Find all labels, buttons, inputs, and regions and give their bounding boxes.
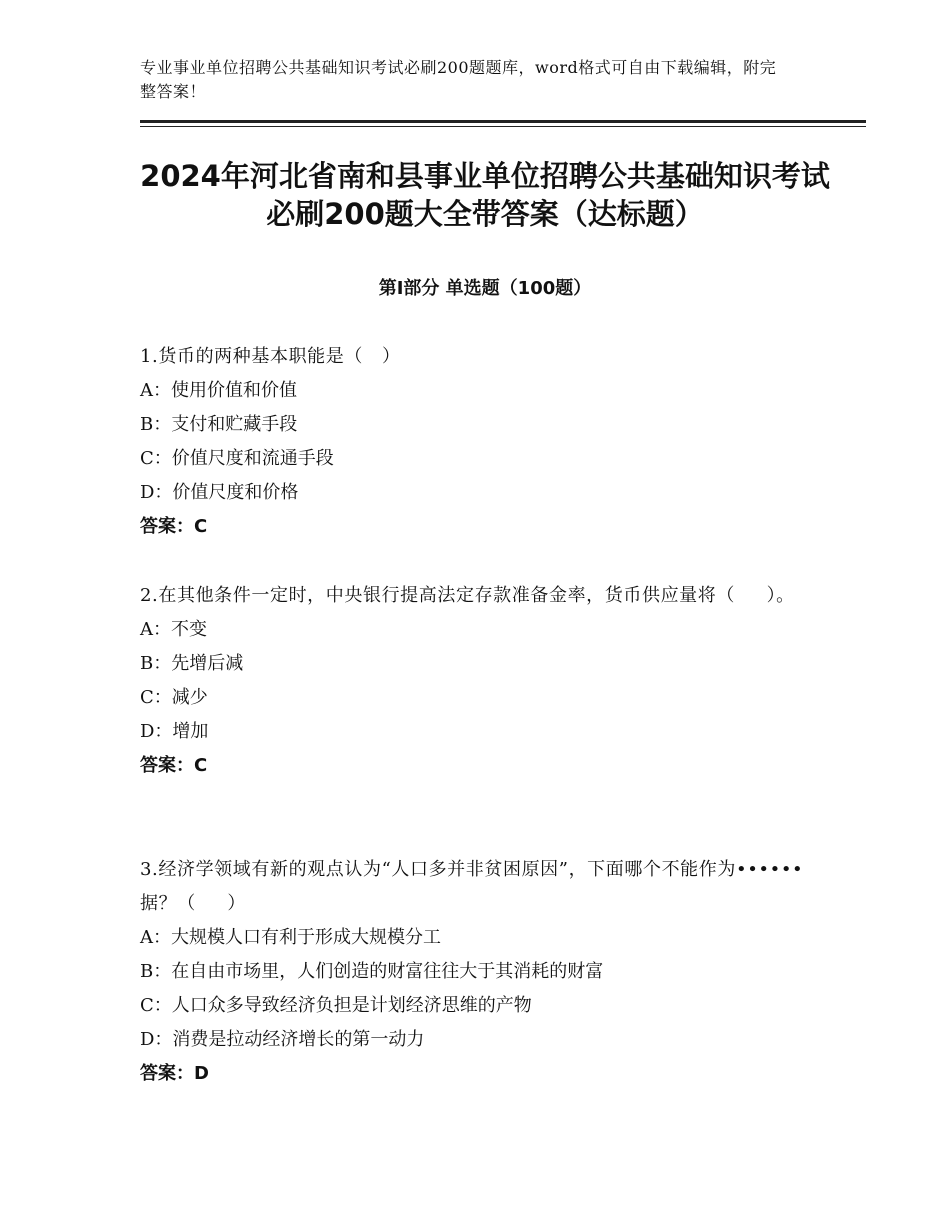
- option-b: B：支付和贮藏手段: [140, 414, 298, 435]
- option-d: D：消费是拉动经济增长的第一动力: [140, 1029, 425, 1050]
- option-b: B：先增后减: [140, 653, 244, 674]
- question-2: [140, 579, 820, 783]
- option-a: A：大规模人口有利于形成大规模分工: [140, 927, 441, 948]
- document-title: 2024年河北省南和县事业单位招聘公共基础知识考试必刷200题大全带答案（达标题）: [140, 159, 830, 231]
- answer: 答案：C: [140, 516, 208, 537]
- header-rule-thick: [140, 120, 866, 123]
- question-1: [140, 340, 820, 544]
- section-title: 第Ⅰ部分 单选题（100题）: [378, 278, 592, 299]
- option-b: B：在自由市场里，人们创造的财富往往大于其消耗的财富: [140, 961, 604, 982]
- option-a: A：使用价值和价值: [140, 380, 297, 401]
- header-note: 专业事业单位招聘公共基础知识考试必刷200题题库，word格式可自由下载编辑，附完整答案！: [140, 58, 777, 101]
- option-a: A：不变: [140, 619, 207, 640]
- question-stem: 1.货币的两种基本职能是（ ）: [140, 346, 401, 367]
- question-stem: 3.经济学领域有新的观点认为“人口多并非贫困原因”，下面哪个不能作为••••••据？（ ）: [140, 859, 804, 914]
- option-c: C：减少: [140, 687, 208, 708]
- question-3: [140, 853, 820, 1091]
- question-stem: 2.在其他条件一定时，中央银行提高法定存款准备金率，货币供应量将（ ）。: [140, 585, 795, 606]
- answer: 答案：C: [140, 755, 208, 776]
- option-d: D：增加: [140, 721, 209, 742]
- option-c: C：价值尺度和流通手段: [140, 448, 334, 469]
- option-d: D：价值尺度和价格: [140, 482, 299, 503]
- answer: 答案：D: [140, 1063, 209, 1084]
- option-c: C：人口众多导致经济负担是计划经济思维的产物: [140, 995, 532, 1016]
- header-rule-thin: [140, 126, 866, 127]
